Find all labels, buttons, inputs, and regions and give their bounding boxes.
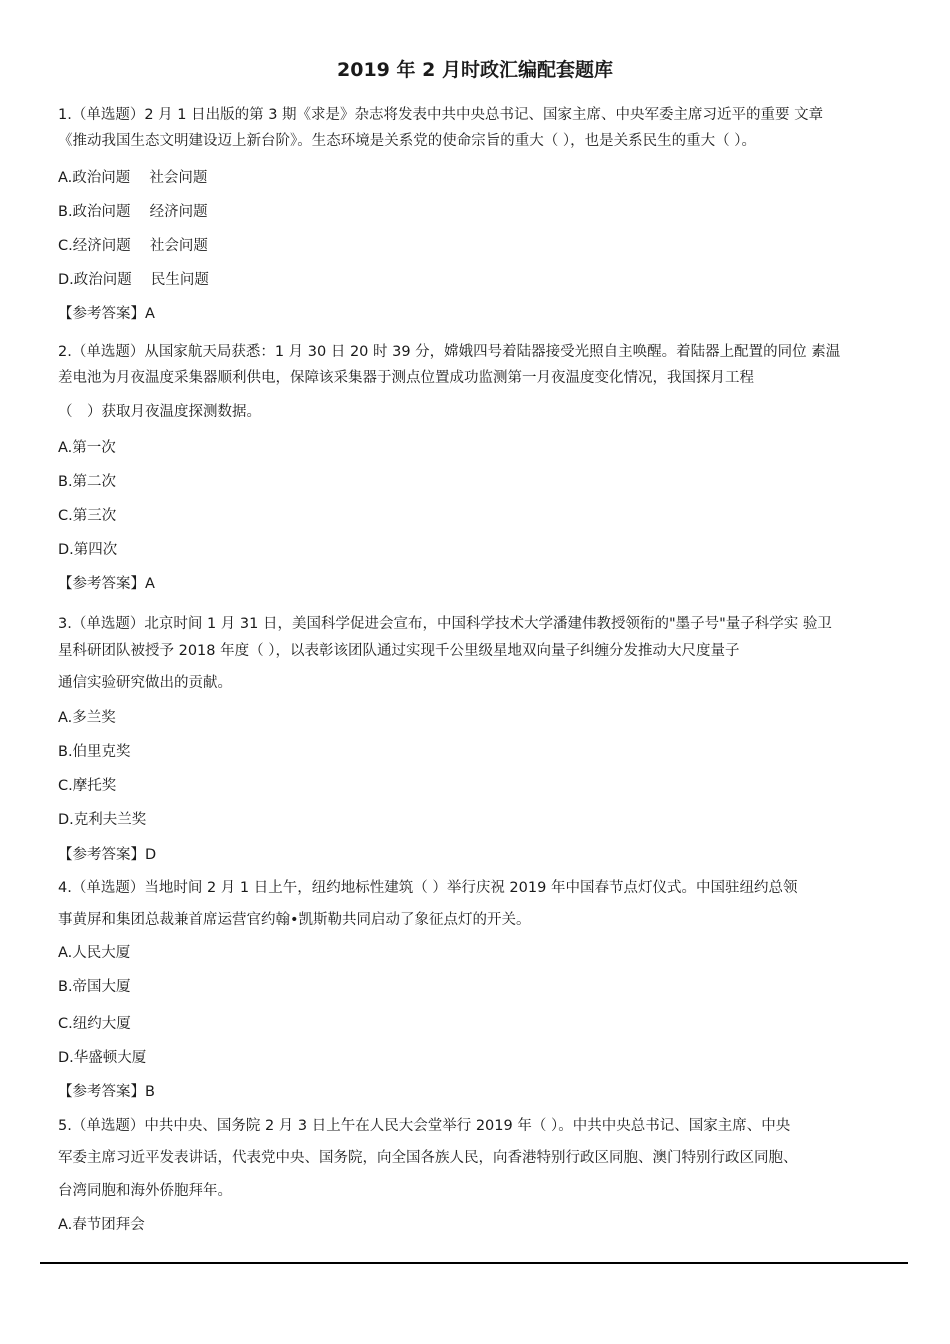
q4-stem-line-2: 事黄屏和集团总裁兼首席运营官约翰•凯斯勒共同启动了象征点灯的开关。 [58, 912, 531, 928]
q2-option-d: D.第四次 [58, 542, 118, 558]
q3-option-d: D.克利夫兰奖 [58, 812, 147, 828]
q3-option-b: B.伯里克奖 [58, 744, 131, 760]
q1-option-c: C.经济问题 社会问题 [58, 238, 208, 254]
q5-stem-line-1: 5.（单选题）中共中央、国务院 2 月 3 日上午在人民大会堂举行 2019 年（ ）。中共中央总书记、国家主席、中央 [58, 1118, 791, 1134]
q4-option-c: C.纽约大厦 [58, 1016, 131, 1032]
q5-option-a: A.春节团拜会 [58, 1217, 145, 1233]
q3-option-c: C.摩托奖 [58, 778, 117, 794]
q4-answer: 【参考答案】B [58, 1084, 155, 1100]
q5-stem-line-2: 军委主席习近平发表讲话，代表党中央、国务院，向全国各族人民，向香港特别行政区同胞、澳门特别行政区同胞、 [58, 1150, 798, 1166]
q3-stem-line-2: 星科研团队被授予 2018 年度（ ），以表彰该团队通过实现千公里级星地双向量子纠缠分发推动大尺度量子 [58, 643, 740, 659]
q2-option-b: B.第二次 [58, 474, 117, 490]
q3-option-a: A.多兰奖 [58, 710, 116, 726]
q1-option-a: A.政治问题 社会问题 [58, 170, 208, 186]
q4-stem-line-1: 4.（单选题）当地时间 2 月 1 日上午，纽约地标性建筑（ ）举行庆祝 2019 年中国春节点灯仪式。中国驻纽约总领 [58, 880, 798, 896]
document-title: 2019 年 2 月时政汇编配套题库 [337, 59, 613, 81]
q2-stem-line-1: 2.（单选题）从国家航天局获悉：1 月 30 日 20 时 39 分，嫦娥四号着陆器接受光照自主唤醒。着陆器上配置的同位 素温 [58, 344, 841, 360]
q1-option-d: D.政治问题 民生问题 [58, 272, 209, 288]
q3-answer: 【参考答案】D [58, 847, 157, 863]
q3-stem-line-1: 3.（单选题）北京时间 1 月 31 日，美国科学促进会宣布，中国科学技术大学潘建伟教授领衔的"墨子号"量子科学实 验卫 [58, 616, 832, 632]
q2-option-a: A.第一次 [58, 440, 116, 456]
q4-option-b: B.帝国大厦 [58, 979, 131, 995]
footer-divider [40, 1262, 908, 1264]
q4-option-d: D.华盛顿大厦 [58, 1050, 147, 1066]
q5-stem-line-3: 台湾同胞和海外侨胞拜年。 [58, 1183, 232, 1199]
q1-stem-line-1: 1.（单选题）2 月 1 日出版的第 3 期《求是》杂志将发表中共中央总书记、国家主席、中央军委主席习近平的重要 文章 [58, 107, 824, 123]
q1-answer: 【参考答案】A [58, 306, 155, 322]
q2-answer: 【参考答案】A [58, 576, 155, 592]
q1-option-b: B.政治问题 经济问题 [58, 204, 208, 220]
q2-stem-line-2: 差电池为月夜温度采集器顺利供电，保障该采集器于测点位置成功监测第一月夜温度变化情况，我国探月工程 [58, 370, 754, 386]
q3-stem-line-3: 通信实验研究做出的贡献。 [58, 675, 232, 691]
q1-stem-line-2: 《推动我国生态文明建设迈上新台阶》。生态环境是关系党的使命宗旨的重大（ ），也是关系民生的重大（ ）。 [58, 133, 756, 149]
q4-option-a: A.人民大厦 [58, 945, 131, 961]
q2-option-c: C.第三次 [58, 508, 117, 524]
q2-stem-line-3: （ ）获取月夜温度探测数据。 [58, 404, 261, 420]
